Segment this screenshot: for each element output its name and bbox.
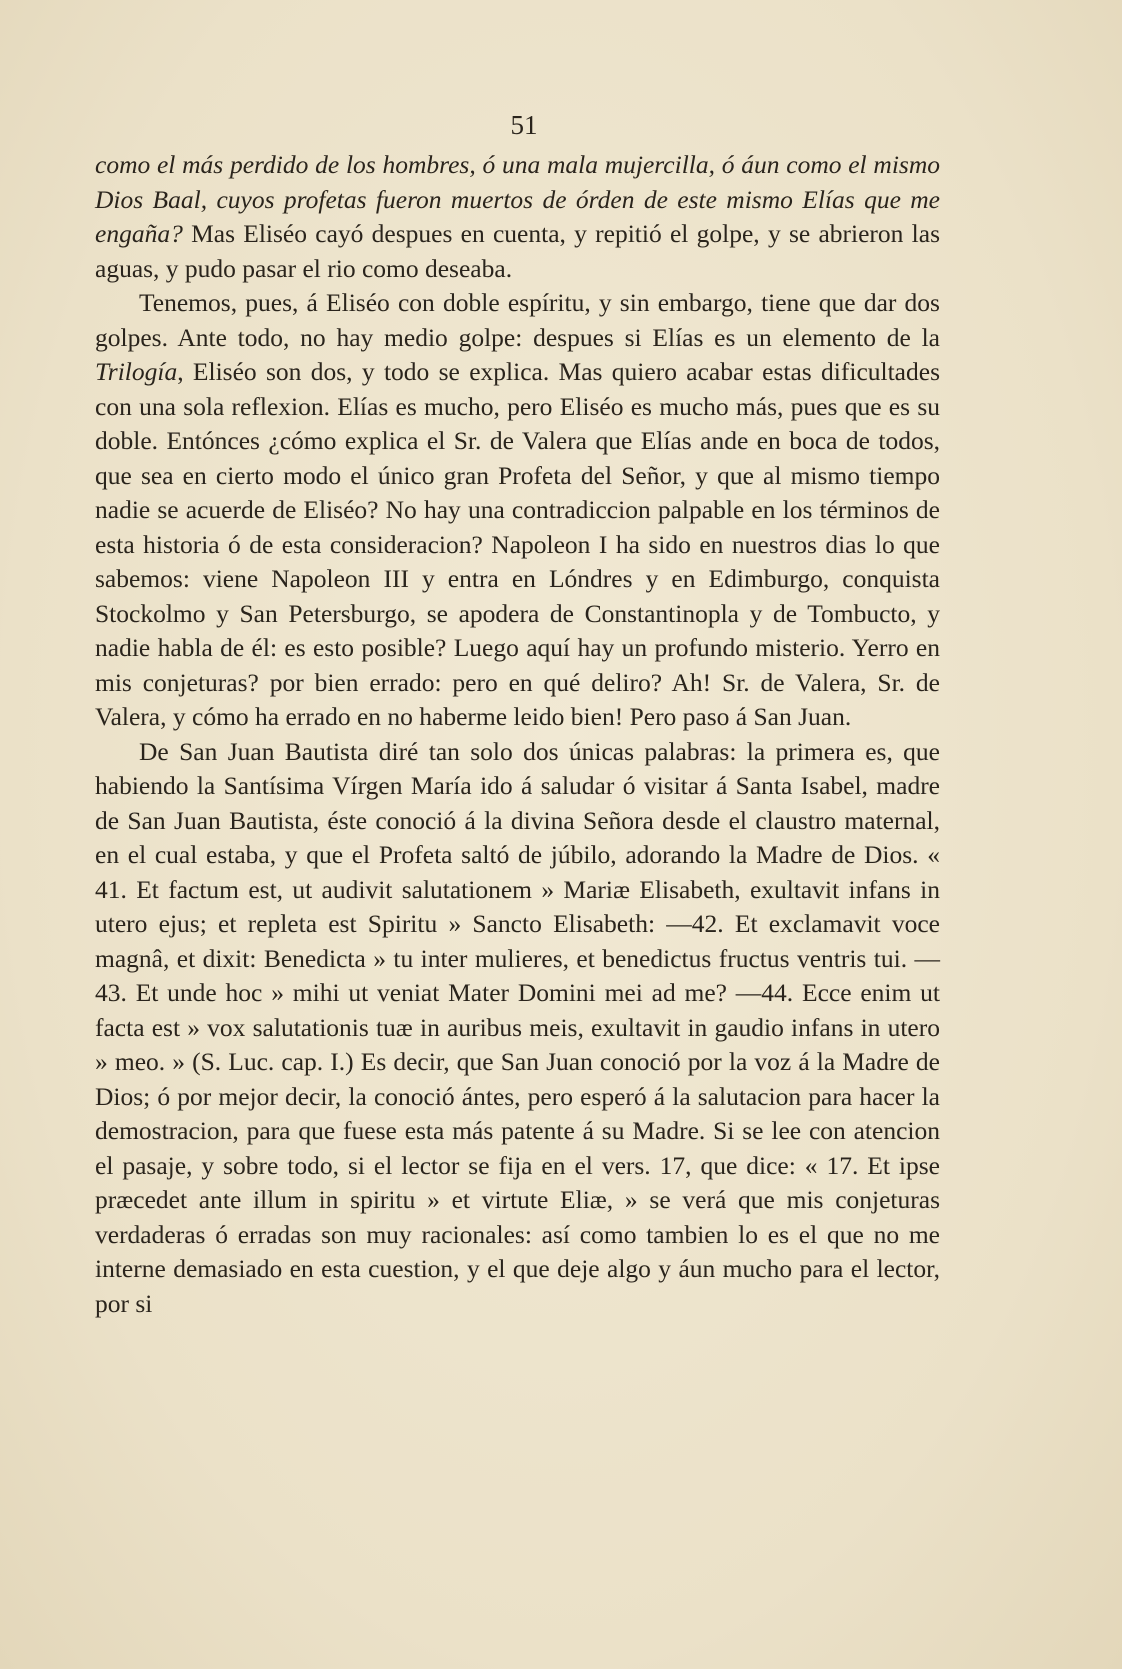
body-text bbox=[95, 148, 940, 1321]
paragraph bbox=[95, 735, 940, 1322]
text-segment: Mas Eliséo cayó despues en cuenta, y repitió el golpe, y se abrieron las aguas, y pudo pasar el rio como deseaba. bbox=[95, 219, 940, 283]
text-segment: , Eliséo son dos, y todo se explica. Mas quiero acabar estas dificultades con una sola reflexion. Elías es mucho, pero Eliséo es mucho más, pues que es su doble. Entónces ¿cómo explica el Sr. de Valera que Elías ande en boca de todos, que sea en cierto modo el único gran Profeta del Señor, y que al mismo tiempo nadie se acuerde de Eliséo? No hay una contradiccion palpable en los términos de esta historia ó de esta consideracion? Napoleon I ha sido en nuestros dias lo que sabemos: viene Napoleon III y entra en Lóndres y en Edimburgo, conquista Stockolmo y San Petersburgo, se apodera de Constantinopla y de Tombucto, y nadie habla de él: es esto posible? Luego aquí hay un profundo misterio. Yerro en mis conjeturas? por bien errado: pero en qué deliro? Ah! Sr. de Valera, Sr. de Valera, y cómo ha errado en no haberme leido bien! Pero paso á San Juan. bbox=[95, 357, 940, 731]
text-segment: Tenemos, pues, á Eliséo con doble espíritu, y sin embargo, tiene que dar dos golpes. Ante todo, no hay medio golpe: despues si Elías es un elemento de la bbox=[95, 288, 940, 352]
italic-text-segment: como el más perdido de los hombres, ó una mala mujercilla, ó áun como el mismo Dios Baal, cuyos profetas fueron muertos de órden de este mismo Elías que me engaña? bbox=[95, 150, 940, 248]
paragraph bbox=[95, 148, 940, 286]
paragraph bbox=[95, 286, 940, 735]
text-segment: De San Juan Bautista diré tan solo dos únicas palabras: la primera es, que habiendo la Santísima Vírgen María ido á saludar ó visitar á Santa Isabel, madre de San Juan Bautista, éste conoció á la divina Señora desde el claustro maternal, en el cual estaba, y que el Profeta saltó de júbilo, adorando la Madre de Dios. « 41. Et factum est, ut audivit salutationem » Mariæ Elisabeth, exultavit infans in utero ejus; et repleta est Spiritu » Sancto Elisabeth: —42. Et exclamavit voce magnâ, et dixit: Benedicta » tu inter mulieres, et benedictus fructus ventris tui. —43. Et unde hoc » mihi ut veniat Mater Domini mei ad me? —44. Ecce enim ut facta est » vox salutationis tuæ in auribus meis, exultavit in gaudio infans in utero » meo. » (S. Luc. cap. I.) Es decir, que San Juan conoció por la voz á la Madre de Dios; ó por mejor decir, la conoció ántes, pero esperó á la salutacion para hacer la demostracion, para que fuese esta más patente á su Madre. Si se lee con atencion el pasaje, y sobre todo, si el lector se fija en el vers. 17, que dice: « 17. Et ipse præcedet ante illum in spiritu » et virtute Eliæ, » se verá que mis conjeturas verdaderas ó erradas son muy racionales: así como tambien lo es el que no me interne demasiado en esta cuestion, y el que deje algo y áun mucho para el lector, por si bbox=[95, 736, 940, 1318]
italic-text-segment: Trilogía bbox=[95, 357, 178, 386]
page-number: 51 bbox=[510, 110, 538, 140]
